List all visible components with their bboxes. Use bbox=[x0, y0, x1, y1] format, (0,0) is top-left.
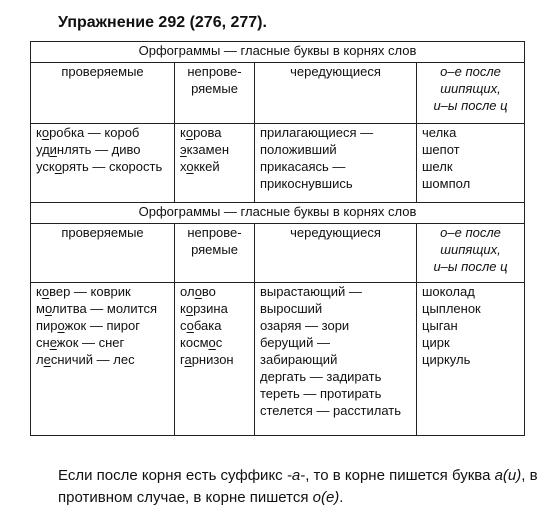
header-alternating: чередующиеся bbox=[255, 63, 417, 124]
header-sibilants-line: о–е после bbox=[440, 64, 501, 79]
word-line: положивший bbox=[260, 142, 337, 157]
word-line: озаряя — зори bbox=[260, 318, 350, 333]
note-text: . bbox=[339, 489, 344, 506]
marked-vowel: о bbox=[57, 318, 65, 333]
marked-vowel: е bbox=[43, 352, 51, 367]
word-line: прикоснувшись bbox=[260, 176, 353, 191]
marked-vowel: о bbox=[44, 301, 52, 316]
alternating-words-cell bbox=[255, 283, 417, 436]
marked-vowel: а bbox=[184, 352, 192, 367]
marked-vowel: и bbox=[49, 142, 57, 157]
word-line: вырастающий — bbox=[260, 284, 362, 299]
word-line: шомпол bbox=[422, 176, 471, 191]
checked-words-cell bbox=[31, 283, 175, 436]
word-line: ковер — коврик bbox=[36, 284, 131, 299]
word-line: дергать — задирать bbox=[260, 369, 382, 384]
header-unchecked bbox=[175, 224, 255, 283]
word-line: космос bbox=[180, 335, 223, 350]
word-line: выросший bbox=[260, 301, 323, 316]
header-alternating: чередующиеся bbox=[255, 224, 417, 283]
word-line: собака bbox=[180, 318, 222, 333]
word-line: пирожок — пирог bbox=[36, 318, 140, 333]
header-unchecked bbox=[175, 63, 255, 124]
word-line: корова bbox=[180, 125, 222, 140]
word-line: циркуль bbox=[422, 352, 471, 367]
note-letter-a: а(и) bbox=[494, 467, 522, 484]
header-checked: проверяемые bbox=[31, 63, 175, 124]
marked-vowel: е bbox=[49, 335, 57, 350]
header-checked: проверяемые bbox=[31, 224, 175, 283]
table-caption-row bbox=[31, 42, 525, 63]
word-line: лесничий — лес bbox=[36, 352, 135, 367]
header-row bbox=[31, 63, 525, 124]
word-line: молитва — молится bbox=[36, 301, 157, 316]
header-sibilants-line: о–е после bbox=[440, 225, 501, 240]
marked-vowel: о bbox=[41, 125, 50, 140]
orthogram-table bbox=[30, 41, 525, 436]
rule-note bbox=[58, 465, 538, 509]
sibilant-words-cell bbox=[417, 124, 525, 203]
note-text: , в противном случае, в корне пишется bbox=[58, 467, 538, 506]
marked-vowel: о bbox=[185, 125, 194, 140]
word-line: цирк bbox=[422, 335, 450, 350]
exercise-title: Упражнение 292 (276, 277). bbox=[58, 14, 267, 31]
table-caption-row bbox=[31, 203, 525, 224]
word-line: ускорять — скорость bbox=[36, 159, 163, 174]
word-line: шелк bbox=[422, 159, 453, 174]
body-row bbox=[31, 124, 525, 203]
note-text: , то в корне пишется буква bbox=[305, 467, 495, 484]
word-line: экзамен bbox=[180, 142, 230, 157]
unchecked-words-cell bbox=[175, 283, 255, 436]
unchecked-words-cell bbox=[175, 124, 255, 203]
word-line: корзина bbox=[180, 301, 228, 316]
header-after-sibilants bbox=[417, 63, 525, 124]
header-unchecked-line: ряемые bbox=[191, 81, 238, 96]
word-line: гарнизон bbox=[180, 352, 234, 367]
marked-vowel: о bbox=[185, 301, 194, 316]
sibilant-words-cell bbox=[417, 283, 525, 436]
word-line: снежок — снег bbox=[36, 335, 125, 350]
word-line: прикасаясь — bbox=[260, 159, 346, 174]
word-line: коробка — короб bbox=[36, 125, 140, 140]
header-unchecked-line: ряемые bbox=[191, 242, 238, 257]
word-line: удинлять — диво bbox=[36, 142, 141, 157]
word-line: олово bbox=[180, 284, 216, 299]
word-line: прилагающиеся — bbox=[260, 125, 374, 140]
marked-vowel: о bbox=[186, 159, 194, 174]
note-letter-o: о(е) bbox=[312, 489, 340, 506]
note-text: Если после корня есть суффикс bbox=[58, 467, 287, 484]
body-row bbox=[31, 283, 525, 436]
marked-vowel: о bbox=[41, 284, 50, 299]
checked-words-cell bbox=[31, 124, 175, 203]
header-row bbox=[31, 224, 525, 283]
note-suffix: -а- bbox=[286, 467, 306, 484]
word-line: тереть — протирать bbox=[260, 386, 382, 401]
word-line: шоколад bbox=[422, 284, 475, 299]
alternating-words-cell bbox=[255, 124, 417, 203]
header-after-sibilants bbox=[417, 224, 525, 283]
word-line: челка bbox=[422, 125, 457, 140]
header-unchecked-line: непрове- bbox=[187, 64, 242, 79]
word-line: цыпленок bbox=[422, 301, 481, 316]
table-caption: Орфограммы — гласные буквы в корнях слов bbox=[31, 203, 525, 224]
header-sibilants-line: и–ы после ц bbox=[433, 259, 508, 274]
table-caption: Орфограммы — гласные буквы в корнях слов bbox=[31, 42, 525, 63]
marked-vowel: о bbox=[194, 284, 202, 299]
word-line: цыган bbox=[422, 318, 458, 333]
marked-vowel: э bbox=[180, 142, 187, 157]
header-sibilants-line: и–ы после ц bbox=[433, 98, 508, 113]
header-sibilants-line: шипящих, bbox=[440, 81, 501, 96]
marked-vowel: о bbox=[186, 318, 194, 333]
word-line: хоккей bbox=[180, 159, 220, 174]
word-line: берущий — bbox=[260, 335, 330, 350]
word-line: стелется — расстилать bbox=[260, 403, 401, 418]
marked-vowel: о bbox=[208, 335, 216, 350]
header-unchecked-line: непрове- bbox=[187, 225, 242, 240]
header-sibilants-line: шипящих, bbox=[440, 242, 501, 257]
word-line: шепот bbox=[422, 142, 460, 157]
marked-vowel: о bbox=[54, 159, 62, 174]
word-line: забирающий bbox=[260, 352, 338, 367]
